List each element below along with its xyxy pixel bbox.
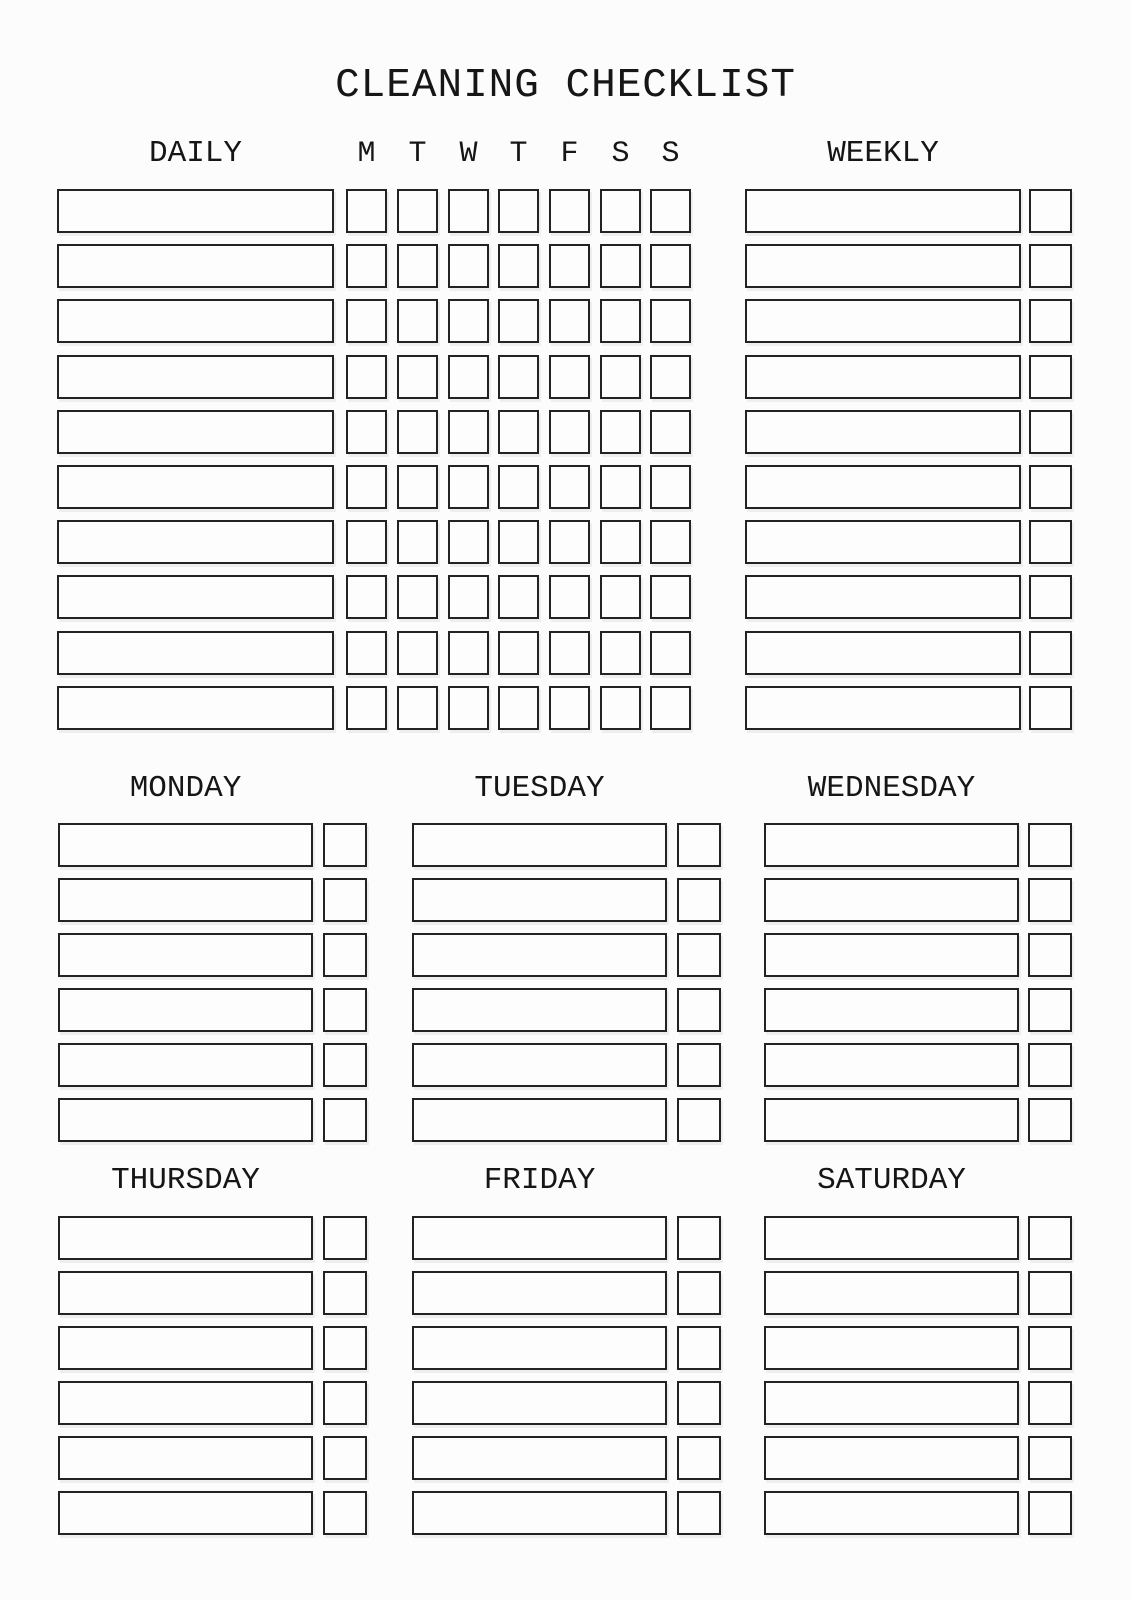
daily-check-r1-sun[interactable] xyxy=(650,189,691,233)
saturday-check-4[interactable] xyxy=(1028,1381,1072,1425)
daily-check-r4-tue[interactable] xyxy=(397,355,438,399)
thursday-task-input-6[interactable] xyxy=(58,1491,313,1535)
daily-check-r10-thu[interactable] xyxy=(498,686,539,730)
wednesday-task-input-5[interactable] xyxy=(764,1043,1019,1087)
daily-check-r3-sun[interactable] xyxy=(650,299,691,343)
weekly-section-header: WEEKLY xyxy=(827,136,939,171)
monday-check-5[interactable] xyxy=(323,1043,367,1087)
saturday-check-5[interactable] xyxy=(1028,1436,1072,1480)
thursday-task-input-3[interactable] xyxy=(58,1326,313,1370)
daily-check-r3-mon[interactable] xyxy=(346,299,387,343)
daily-check-r5-mon[interactable] xyxy=(346,410,387,454)
friday-check-2[interactable] xyxy=(677,1271,721,1315)
daily-check-r7-tue[interactable] xyxy=(397,520,438,564)
weekly-task-input-3[interactable] xyxy=(745,299,1021,343)
weekly-task-input-8[interactable] xyxy=(745,575,1021,619)
day-letter-thu: T xyxy=(509,137,528,171)
wednesday-check-3[interactable] xyxy=(1028,933,1072,977)
tuesday-task-input-5[interactable] xyxy=(412,1043,667,1087)
saturday-task-input-6[interactable] xyxy=(764,1491,1019,1535)
daily-check-r8-mon[interactable] xyxy=(346,575,387,619)
friday-check-5[interactable] xyxy=(677,1436,721,1480)
thursday-check-1[interactable] xyxy=(323,1216,367,1260)
monday-task-input-6[interactable] xyxy=(58,1098,313,1142)
daily-check-r2-wed[interactable] xyxy=(448,244,489,288)
daily-check-r3-wed[interactable] xyxy=(448,299,489,343)
daily-check-r10-sat[interactable] xyxy=(600,686,641,730)
daily-check-r4-sat[interactable] xyxy=(600,355,641,399)
monday-task-input-5[interactable] xyxy=(58,1043,313,1087)
monday-check-3[interactable] xyxy=(323,933,367,977)
monday-task-input-3[interactable] xyxy=(58,933,313,977)
saturday-task-input-5[interactable] xyxy=(764,1436,1019,1480)
weekly-task-input-5[interactable] xyxy=(745,410,1021,454)
weekly-task-input-4[interactable] xyxy=(745,355,1021,399)
weekly-check-10[interactable] xyxy=(1029,686,1072,730)
daily-check-r8-tue[interactable] xyxy=(397,575,438,619)
saturday-check-1[interactable] xyxy=(1028,1216,1072,1260)
daily-check-r7-wed[interactable] xyxy=(448,520,489,564)
daily-check-r3-sat[interactable] xyxy=(600,299,641,343)
day-letter-sat: S xyxy=(611,137,630,171)
weekly-check-8[interactable] xyxy=(1029,575,1072,619)
tuesday-check-5[interactable] xyxy=(677,1043,721,1087)
daily-task-input-5[interactable] xyxy=(57,410,334,454)
daily-check-r8-fri[interactable] xyxy=(549,575,590,619)
wednesday-task-input-1[interactable] xyxy=(764,823,1019,867)
daily-task-input-6[interactable] xyxy=(57,465,334,509)
friday-task-input-4[interactable] xyxy=(412,1381,667,1425)
tuesday-check-3[interactable] xyxy=(677,933,721,977)
weekly-task-input-9[interactable] xyxy=(745,631,1021,675)
daily-check-r1-mon[interactable] xyxy=(346,189,387,233)
daily-check-r8-sat[interactable] xyxy=(600,575,641,619)
friday-task-input-2[interactable] xyxy=(412,1271,667,1315)
daily-task-input-1[interactable] xyxy=(57,189,334,233)
daily-task-input-3[interactable] xyxy=(57,299,334,343)
weekly-task-input-7[interactable] xyxy=(745,520,1021,564)
saturday-task-input-2[interactable] xyxy=(764,1271,1019,1315)
thursday-section-header: THURSDAY xyxy=(111,1163,260,1198)
weekly-check-7[interactable] xyxy=(1029,520,1072,564)
daily-check-r9-mon[interactable] xyxy=(346,631,387,675)
thursday-check-2[interactable] xyxy=(323,1271,367,1315)
daily-check-r3-thu[interactable] xyxy=(498,299,539,343)
daily-check-r7-sun[interactable] xyxy=(650,520,691,564)
daily-check-r7-thu[interactable] xyxy=(498,520,539,564)
daily-check-r7-sat[interactable] xyxy=(600,520,641,564)
daily-check-r1-fri[interactable] xyxy=(549,189,590,233)
wednesday-check-4[interactable] xyxy=(1028,988,1072,1032)
tuesday-task-input-1[interactable] xyxy=(412,823,667,867)
daily-task-input-8[interactable] xyxy=(57,575,334,619)
daily-check-r9-sun[interactable] xyxy=(650,631,691,675)
daily-check-r6-wed[interactable] xyxy=(448,465,489,509)
daily-task-input-2[interactable] xyxy=(57,244,334,288)
daily-check-r1-thu[interactable] xyxy=(498,189,539,233)
saturday-section-header: SATURDAY xyxy=(817,1163,966,1198)
daily-task-input-10[interactable] xyxy=(57,686,334,730)
daily-check-r10-mon[interactable] xyxy=(346,686,387,730)
daily-check-r9-fri[interactable] xyxy=(549,631,590,675)
daily-check-r9-tue[interactable] xyxy=(397,631,438,675)
weekly-check-5[interactable] xyxy=(1029,410,1072,454)
friday-check-3[interactable] xyxy=(677,1326,721,1370)
monday-check-2[interactable] xyxy=(323,878,367,922)
daily-check-r5-sat[interactable] xyxy=(600,410,641,454)
friday-task-input-6[interactable] xyxy=(412,1491,667,1535)
day-letter-fri: F xyxy=(560,137,579,171)
daily-check-r10-tue[interactable] xyxy=(397,686,438,730)
daily-check-r2-sat[interactable] xyxy=(600,244,641,288)
thursday-task-input-4[interactable] xyxy=(58,1381,313,1425)
monday-check-4[interactable] xyxy=(323,988,367,1032)
daily-check-r5-thu[interactable] xyxy=(498,410,539,454)
weekly-check-6[interactable] xyxy=(1029,465,1072,509)
tuesday-task-input-6[interactable] xyxy=(412,1098,667,1142)
weekly-check-4[interactable] xyxy=(1029,355,1072,399)
weekly-check-3[interactable] xyxy=(1029,299,1072,343)
weekly-task-input-10[interactable] xyxy=(745,686,1021,730)
weekly-task-input-1[interactable] xyxy=(745,189,1021,233)
wednesday-task-input-6[interactable] xyxy=(764,1098,1019,1142)
weekly-check-9[interactable] xyxy=(1029,631,1072,675)
thursday-check-4[interactable] xyxy=(323,1381,367,1425)
tuesday-task-input-2[interactable] xyxy=(412,878,667,922)
daily-check-r3-tue[interactable] xyxy=(397,299,438,343)
thursday-check-6[interactable] xyxy=(323,1491,367,1535)
saturday-task-input-4[interactable] xyxy=(764,1381,1019,1425)
daily-check-r4-fri[interactable] xyxy=(549,355,590,399)
friday-task-input-3[interactable] xyxy=(412,1326,667,1370)
daily-check-r1-sat[interactable] xyxy=(600,189,641,233)
daily-task-input-9[interactable] xyxy=(57,631,334,675)
daily-check-r6-sun[interactable] xyxy=(650,465,691,509)
daily-check-r1-tue[interactable] xyxy=(397,189,438,233)
daily-check-r6-fri[interactable] xyxy=(549,465,590,509)
thursday-task-input-1[interactable] xyxy=(58,1216,313,1260)
daily-check-r2-mon[interactable] xyxy=(346,244,387,288)
wednesday-task-input-3[interactable] xyxy=(764,933,1019,977)
daily-task-input-4[interactable] xyxy=(57,355,334,399)
saturday-task-input-1[interactable] xyxy=(764,1216,1019,1260)
weekly-task-input-6[interactable] xyxy=(745,465,1021,509)
day-letter-wed: W xyxy=(459,137,478,171)
tuesday-check-2[interactable] xyxy=(677,878,721,922)
friday-check-4[interactable] xyxy=(677,1381,721,1425)
wednesday-section-header: WEDNESDAY xyxy=(807,771,976,806)
daily-check-r8-wed[interactable] xyxy=(448,575,489,619)
daily-check-r10-wed[interactable] xyxy=(448,686,489,730)
daily-check-r2-thu[interactable] xyxy=(498,244,539,288)
daily-check-r10-sun[interactable] xyxy=(650,686,691,730)
daily-check-r4-wed[interactable] xyxy=(448,355,489,399)
daily-check-r6-mon[interactable] xyxy=(346,465,387,509)
daily-section-header: DAILY xyxy=(148,136,242,171)
daily-check-r2-fri[interactable] xyxy=(549,244,590,288)
thursday-check-3[interactable] xyxy=(323,1326,367,1370)
daily-check-r7-fri[interactable] xyxy=(549,520,590,564)
daily-check-r1-wed[interactable] xyxy=(448,189,489,233)
weekly-check-2[interactable] xyxy=(1029,244,1072,288)
monday-task-input-4[interactable] xyxy=(58,988,313,1032)
daily-check-r6-sat[interactable] xyxy=(600,465,641,509)
monday-task-input-1[interactable] xyxy=(58,823,313,867)
tuesday-section-header: TUESDAY xyxy=(474,771,605,806)
monday-check-1[interactable] xyxy=(323,823,367,867)
day-letter-mon: M xyxy=(357,137,376,171)
daily-check-r10-fri[interactable] xyxy=(549,686,590,730)
monday-task-input-2[interactable] xyxy=(58,878,313,922)
weekly-task-input-2[interactable] xyxy=(745,244,1021,288)
friday-task-input-1[interactable] xyxy=(412,1216,667,1260)
tuesday-check-6[interactable] xyxy=(677,1098,721,1142)
wednesday-task-input-4[interactable] xyxy=(764,988,1019,1032)
thursday-task-input-5[interactable] xyxy=(58,1436,313,1480)
wednesday-check-5[interactable] xyxy=(1028,1043,1072,1087)
day-letter-tue: T xyxy=(408,137,427,171)
daily-task-input-7[interactable] xyxy=(57,520,334,564)
daily-check-r8-thu[interactable] xyxy=(498,575,539,619)
saturday-check-2[interactable] xyxy=(1028,1271,1072,1315)
wednesday-check-6[interactable] xyxy=(1028,1098,1072,1142)
page-title: CLEANING CHECKLIST xyxy=(335,63,796,109)
daily-check-r5-sun[interactable] xyxy=(650,410,691,454)
friday-task-input-5[interactable] xyxy=(412,1436,667,1480)
daily-check-r9-wed[interactable] xyxy=(448,631,489,675)
daily-check-r9-thu[interactable] xyxy=(498,631,539,675)
daily-check-r5-tue[interactable] xyxy=(397,410,438,454)
daily-check-r2-tue[interactable] xyxy=(397,244,438,288)
friday-check-6[interactable] xyxy=(677,1491,721,1535)
daily-check-r4-mon[interactable] xyxy=(346,355,387,399)
thursday-task-input-2[interactable] xyxy=(58,1271,313,1315)
daily-check-r3-fri[interactable] xyxy=(549,299,590,343)
daily-check-r5-wed[interactable] xyxy=(448,410,489,454)
friday-check-1[interactable] xyxy=(677,1216,721,1260)
friday-section-header: FRIDAY xyxy=(483,1163,596,1198)
daily-check-r8-sun[interactable] xyxy=(650,575,691,619)
daily-check-r4-sun[interactable] xyxy=(650,355,691,399)
thursday-check-5[interactable] xyxy=(323,1436,367,1480)
monday-section-header: MONDAY xyxy=(129,771,242,806)
tuesday-task-input-4[interactable] xyxy=(412,988,667,1032)
weekly-check-1[interactable] xyxy=(1029,189,1072,233)
daily-check-r2-sun[interactable] xyxy=(650,244,691,288)
daily-check-r6-tue[interactable] xyxy=(397,465,438,509)
daily-check-r7-mon[interactable] xyxy=(346,520,387,564)
tuesday-check-4[interactable] xyxy=(677,988,721,1032)
daily-check-r6-thu[interactable] xyxy=(498,465,539,509)
daily-check-r5-fri[interactable] xyxy=(549,410,590,454)
monday-check-6[interactable] xyxy=(323,1098,367,1142)
saturday-task-input-3[interactable] xyxy=(764,1326,1019,1370)
wednesday-task-input-2[interactable] xyxy=(764,878,1019,922)
tuesday-check-1[interactable] xyxy=(677,823,721,867)
tuesday-task-input-3[interactable] xyxy=(412,933,667,977)
wednesday-check-2[interactable] xyxy=(1028,878,1072,922)
daily-check-r9-sat[interactable] xyxy=(600,631,641,675)
day-letter-sun: S xyxy=(661,137,680,171)
saturday-check-6[interactable] xyxy=(1028,1491,1072,1535)
daily-check-r4-thu[interactable] xyxy=(498,355,539,399)
wednesday-check-1[interactable] xyxy=(1028,823,1072,867)
saturday-check-3[interactable] xyxy=(1028,1326,1072,1370)
